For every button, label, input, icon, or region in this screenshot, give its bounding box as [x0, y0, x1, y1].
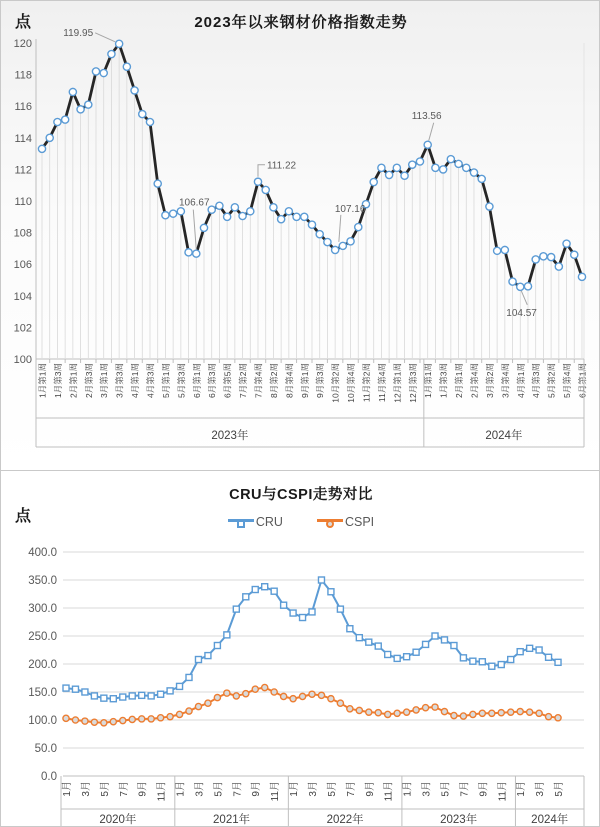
chart2-series	[63, 577, 561, 726]
svg-text:1月第1周: 1月第1周	[423, 363, 434, 398]
steel-price-line-chart	[1, 1, 600, 471]
svg-text:110: 110	[14, 196, 32, 208]
svg-text:11月: 11月	[270, 781, 282, 802]
svg-text:9月: 9月	[137, 781, 149, 797]
svg-text:5月: 5月	[554, 781, 566, 797]
svg-text:7月第4周: 7月第4周	[253, 363, 264, 398]
svg-text:12月第1周: 12月第1周	[392, 363, 403, 403]
svg-text:2月第3周: 2月第3周	[83, 363, 94, 398]
svg-text:106: 106	[13, 259, 32, 272]
svg-text:112: 112	[14, 164, 32, 177]
svg-text:350.0: 350.0	[28, 575, 57, 587]
svg-text:1月: 1月	[402, 781, 414, 797]
svg-text:7月第2周: 7月第2周	[238, 363, 249, 398]
svg-text:100: 100	[13, 354, 32, 366]
svg-text:102: 102	[13, 322, 32, 335]
svg-text:11月: 11月	[383, 781, 395, 802]
svg-text:11月第2周: 11月第2周	[361, 363, 372, 403]
svg-text:2020年: 2020年	[99, 814, 137, 826]
svg-text:7月: 7月	[118, 781, 130, 797]
svg-text:11月: 11月	[156, 781, 168, 802]
svg-text:6月第1周: 6月第1周	[191, 363, 202, 398]
legend-label-cspi: CSPI	[344, 515, 375, 529]
svg-text:3月第3周: 3月第3周	[114, 363, 125, 398]
svg-text:106.67: 106.67	[178, 197, 210, 209]
svg-text:11月第4周: 11月第4周	[376, 363, 387, 403]
svg-text:6月第1周: 6月第1周	[577, 363, 588, 398]
svg-text:0.0: 0.0	[41, 771, 57, 783]
svg-text:7月: 7月	[459, 781, 471, 797]
cru-cspi-panel	[1, 471, 600, 827]
svg-text:10月第2周: 10月第2周	[330, 363, 341, 403]
svg-text:6月第5周: 6月第5周	[222, 363, 233, 398]
svg-text:2023年: 2023年	[211, 430, 249, 442]
svg-text:1月: 1月	[516, 781, 528, 797]
svg-text:11月: 11月	[497, 781, 509, 802]
chart2-title: CRU与CSPI走势对比	[229, 487, 373, 503]
svg-text:5月: 5月	[440, 781, 452, 797]
svg-text:107.16: 107.16	[334, 203, 366, 215]
svg-text:113.56: 113.56	[411, 110, 442, 122]
chart1-unit-label: 点	[15, 14, 32, 31]
chart2-axes	[28, 547, 584, 827]
svg-text:1月第3周: 1月第3周	[438, 363, 449, 398]
svg-text:2021年: 2021年	[213, 814, 251, 826]
chart1-title: 2023年以来钢材价格指数走势	[194, 14, 408, 31]
svg-text:118: 118	[14, 69, 32, 82]
svg-text:5月第2周: 5月第2周	[546, 363, 557, 398]
svg-text:2月第1周: 2月第1周	[454, 363, 465, 398]
svg-text:120: 120	[13, 38, 32, 50]
svg-text:250.0: 250.0	[28, 631, 57, 643]
svg-text:8月第2周: 8月第2周	[268, 363, 279, 398]
svg-text:5月: 5月	[326, 781, 338, 797]
steel-price-index-panel	[1, 1, 600, 471]
svg-text:1月第3周: 1月第3周	[52, 363, 63, 398]
legend-item-cru	[228, 515, 283, 529]
svg-text:3月: 3月	[80, 781, 92, 797]
cru-square-marker-icon	[237, 520, 245, 528]
svg-text:108: 108	[13, 227, 32, 240]
svg-text:9月: 9月	[364, 781, 376, 797]
svg-text:9月第1周: 9月第1周	[299, 363, 310, 398]
legend-label-cru: CRU	[255, 515, 283, 529]
svg-text:4月第3周: 4月第3周	[145, 363, 156, 398]
svg-text:4月第1周: 4月第1周	[515, 363, 526, 398]
svg-text:400.0: 400.0	[28, 547, 57, 559]
svg-text:5月: 5月	[213, 781, 225, 797]
svg-text:104.57: 104.57	[506, 307, 537, 319]
svg-text:9月: 9月	[251, 781, 263, 797]
svg-text:50.0: 50.0	[34, 743, 57, 755]
legend-item-cspi	[317, 515, 374, 529]
svg-text:3月第2周: 3月第2周	[484, 363, 495, 398]
svg-text:111.22: 111.22	[266, 160, 297, 172]
svg-text:5月第3周: 5月第3周	[176, 363, 187, 398]
svg-text:3月: 3月	[308, 781, 320, 797]
svg-text:104: 104	[13, 290, 32, 303]
cru-line-swatch	[228, 519, 254, 525]
svg-text:3月第1周: 3月第1周	[99, 363, 110, 398]
chart1-series	[38, 40, 585, 358]
svg-text:2024年: 2024年	[531, 814, 569, 826]
svg-text:1月: 1月	[289, 781, 301, 797]
svg-text:4月第3周: 4月第3周	[531, 363, 542, 398]
svg-text:1月: 1月	[175, 781, 187, 797]
svg-text:116: 116	[14, 101, 32, 114]
svg-text:5月: 5月	[99, 781, 111, 797]
svg-text:12月第3周: 12月第3周	[407, 363, 418, 403]
svg-text:300.0: 300.0	[28, 603, 57, 615]
cspi-circle-marker-icon	[326, 520, 334, 528]
svg-text:4月第1周: 4月第1周	[130, 363, 141, 398]
cspi-line-swatch	[317, 519, 343, 525]
svg-text:3月: 3月	[194, 781, 206, 797]
svg-text:150.0: 150.0	[28, 687, 57, 699]
svg-text:5月第1周: 5月第1周	[160, 363, 171, 398]
chart2-legend	[1, 515, 600, 529]
chart1-axes	[14, 38, 588, 447]
svg-text:1月第1周: 1月第1周	[37, 363, 48, 398]
svg-text:1月: 1月	[62, 781, 73, 797]
svg-text:6月第3周: 6月第3周	[207, 363, 218, 398]
svg-text:2023年: 2023年	[440, 814, 478, 826]
svg-text:2月第1周: 2月第1周	[68, 363, 79, 398]
svg-text:114: 114	[14, 132, 32, 145]
chart2-unit-label: 点	[15, 508, 32, 525]
svg-text:3月第4周: 3月第4周	[500, 363, 511, 398]
svg-text:5月第4周: 5月第4周	[562, 363, 573, 398]
svg-text:8月第4周: 8月第4周	[284, 363, 295, 398]
svg-text:9月第3周: 9月第3周	[315, 363, 326, 398]
svg-text:119.95: 119.95	[63, 27, 94, 39]
svg-text:100.0: 100.0	[28, 715, 57, 727]
svg-text:7月: 7月	[345, 781, 357, 797]
svg-text:3月: 3月	[535, 781, 547, 797]
svg-text:7月: 7月	[232, 781, 244, 797]
svg-text:200.0: 200.0	[28, 659, 57, 671]
svg-text:2024年: 2024年	[485, 430, 523, 442]
svg-text:9月: 9月	[478, 781, 490, 797]
svg-text:3月: 3月	[421, 781, 433, 797]
svg-text:2月第4周: 2月第4周	[469, 363, 480, 398]
svg-text:2022年: 2022年	[326, 814, 364, 826]
svg-text:10月第4周: 10月第4周	[346, 363, 357, 403]
